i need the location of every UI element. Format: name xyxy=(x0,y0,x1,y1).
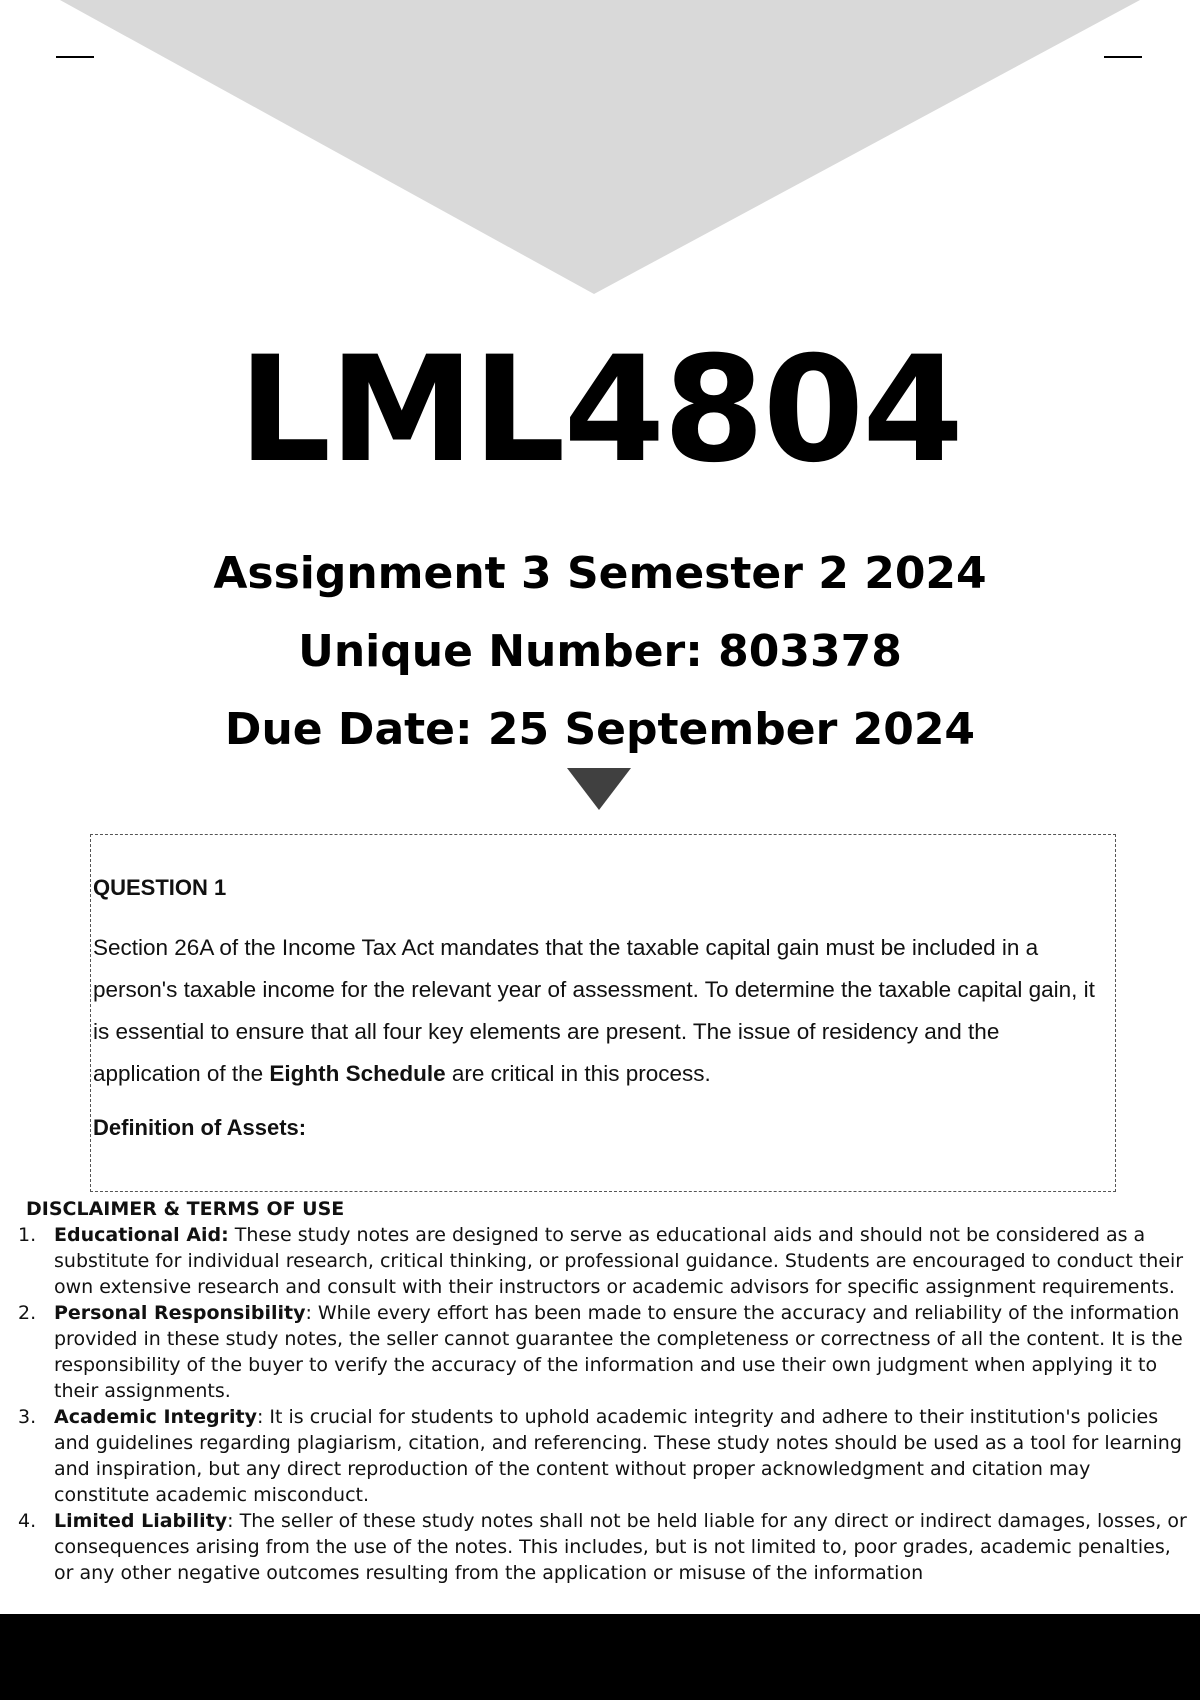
term-text: : While every effort has been made to ensure the accuracy and reliability of the information provided in these study notes, the seller cannot guarantee the completeness or correctness of all the content. It is the responsibility of the buyer to verify the accuracy of the information and use their own judgment when applying it to their assignments. xyxy=(54,1302,1183,1402)
assignment-line: Assignment 3 Semester 2 2024 xyxy=(213,548,987,599)
corner-line-left xyxy=(56,56,94,58)
disclaimer-section xyxy=(18,1196,1188,1586)
term-text: These study notes are designed to serve as educational aids and should not be considered as a substitute for individual research, critical thinking, or professional guidance. Students are encouraged to conduct their own extensive research and consult with their instructors or academic advisors for specific assignment requirements. xyxy=(54,1224,1184,1298)
term-title: Academic Integrity xyxy=(54,1406,257,1428)
corner-line-right xyxy=(1104,56,1142,58)
term-item xyxy=(18,1404,1188,1508)
term-item xyxy=(18,1508,1188,1586)
question-heading: QUESTION 1 xyxy=(93,875,227,900)
term-number: 3. xyxy=(18,1406,37,1428)
term-number: 2. xyxy=(18,1302,37,1324)
term-number: 1. xyxy=(18,1224,37,1246)
term-title: Educational Aid: xyxy=(54,1224,229,1246)
down-arrow-icon xyxy=(567,768,631,810)
terms-list xyxy=(18,1222,1188,1586)
question-body-bold: Eighth Schedule xyxy=(269,1061,446,1086)
question-body-text: Section 26A of the Income Tax Act mandates that the taxable capital gain must be included in a person's taxable income for the relevant year of assessment. To determine the taxable capital gain, it is essential to ensure that all four key elements are present. The issue of residency and the application of the xyxy=(93,935,1095,1086)
term-number: 4. xyxy=(18,1510,37,1532)
term-text: : It is crucial for students to uphold academic integrity and adhere to their institution's policies and guidelines regarding plagiarism, citation, and referencing. These study notes should be used as a tool for learning and inspiration, but any direct reproduction of the content without proper acknowledgment and citation may constitute academic misconduct. xyxy=(54,1406,1182,1506)
course-code-title: LML4804 xyxy=(238,325,962,495)
unique-number-line: Unique Number: 803378 xyxy=(298,626,902,677)
question-body xyxy=(93,927,1111,1095)
bottom-black-bar xyxy=(0,1614,1200,1700)
question-body-text-end: are critical in this process. xyxy=(445,1061,711,1086)
definition-heading: Definition of Assets: xyxy=(93,1115,307,1140)
disclaimer-title: DISCLAIMER & TERMS OF USE xyxy=(26,1198,345,1220)
due-date-line: Due Date: 25 September 2024 xyxy=(224,704,976,755)
term-item xyxy=(18,1222,1188,1300)
question-preview-box xyxy=(90,834,1116,1192)
term-title: Limited Liability xyxy=(54,1510,228,1532)
term-text: : The seller of these study notes shall not be held liable for any direct or indirect damages, losses, or consequences arising from the use of the notes. This includes, but is not limited to, poor grades, academic penalties, or any other negative outcomes resulting from the application or misuse of the information xyxy=(54,1510,1187,1584)
term-item xyxy=(18,1300,1188,1404)
term-title: Personal Responsibility xyxy=(54,1302,306,1324)
top-chevron-banner xyxy=(0,0,1200,300)
chevron-shape xyxy=(60,0,1140,294)
